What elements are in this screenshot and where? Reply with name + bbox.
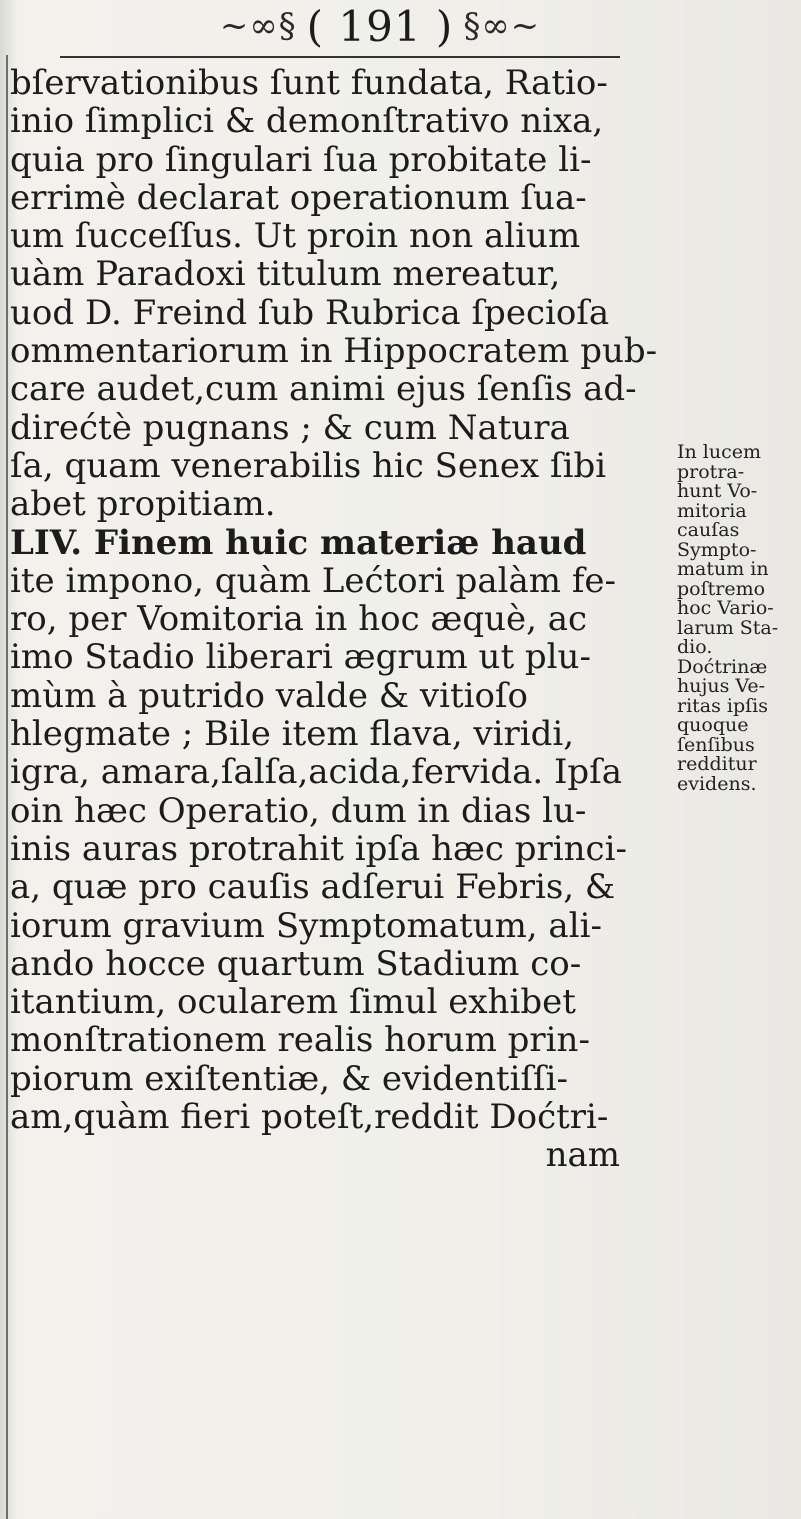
text-line: oin hæc Operatio, dum in dias lu- xyxy=(10,791,587,830)
text-line: monſtrationem realis horum prin- xyxy=(10,1021,590,1060)
text-line: um ſucceſſus. Ut proin non alium xyxy=(10,217,581,256)
text-line: hlegmate ; Bile item flava, viridi, xyxy=(10,715,575,754)
margin-note-line: hujus Ve- xyxy=(677,675,766,697)
text-line: ſa, quam venerabilis hic Senex ſibi xyxy=(10,446,607,486)
text-line: ro, per Vomitoria in hoc æquè, ac xyxy=(10,600,588,639)
margin-note-line: matum in xyxy=(677,558,769,580)
text-line: abet propitiam. xyxy=(10,485,276,524)
body-text xyxy=(10,64,700,1175)
text-line: inis auras protrahit ipſa hæc princi- xyxy=(10,829,627,869)
text-line: uàm Paradoxi titulum mereatur, xyxy=(10,255,561,294)
binding-gutter xyxy=(6,55,8,1519)
text-line: a, quæ pro cauſis adſerui Febris, & xyxy=(10,868,616,907)
ornament-left: ~∞§ xyxy=(219,6,297,46)
margin-note-line: ritas ipſis xyxy=(677,694,769,717)
text-line: uod D. Freind ſub Rubrica ſpecioſa xyxy=(10,293,610,333)
margin-note-line: larum Sta- xyxy=(677,616,779,639)
margin-note-line: ſenſibus xyxy=(677,733,755,756)
text-line: imo Stadio liberari ægrum ut plu- xyxy=(10,638,591,677)
text-line: itantium, ocularem ſimul exhibet xyxy=(10,983,576,1022)
text-line: mùm à putrido valde & vitioſo xyxy=(10,676,529,716)
text-line: ando hocce quartum Stadium co- xyxy=(10,944,582,984)
text-line: direćtè pugnans ; & cum Natura xyxy=(10,408,570,447)
margin-note-line: poſtremo xyxy=(677,577,766,600)
text-line: igra, amara,ſalſa,acida,fervida. Ipſa xyxy=(10,753,623,792)
margin-note-line: cauſas xyxy=(677,519,740,541)
section-heading-line: LIV. Finem huic materiæ haud xyxy=(10,523,587,562)
page-header xyxy=(60,0,700,52)
text-line: iorum gravium Symptomatum, ali- xyxy=(10,906,602,945)
margin-note-line: Sympto- xyxy=(677,538,757,561)
margin-note-line: hunt Vo- xyxy=(677,480,758,502)
text-line: errimè declarat operationum ſua- xyxy=(10,178,587,218)
text-line: ommentariorum in Hippocratem pub- xyxy=(10,332,658,371)
margin-note-line: evidens. xyxy=(677,772,757,795)
margin-note-line: dio. xyxy=(677,636,713,658)
text-line: quia pro ſingulari ſua probitate li- xyxy=(10,140,592,179)
margin-note-line: protra- xyxy=(677,460,745,483)
margin-note-line: quoque xyxy=(677,714,749,736)
text-line: bſervationibus ſunt fundata, Ratio- xyxy=(10,64,608,103)
ornament-right: §∞~ xyxy=(463,6,541,46)
catchword: nam xyxy=(545,1136,620,1175)
margin-note-line: redditur xyxy=(677,753,757,775)
header-rule xyxy=(60,56,620,58)
margin-note-line: hoc Vario- xyxy=(677,597,774,619)
page-number: ( 191 ) xyxy=(306,1,454,51)
text-line: ite impono, quàm Lećtori palàm fe- xyxy=(10,561,617,601)
margin-notes xyxy=(677,443,801,794)
text-line: care audet,cum animi ejus ſenſis ad- xyxy=(10,370,637,409)
text-line: inio ſimplici & demonſtrativo nixa, xyxy=(10,102,604,141)
text-line: am,quàm fieri poteſt,reddit Doćtri- xyxy=(10,1098,609,1137)
margin-note-line: Doćtrinæ xyxy=(677,655,768,678)
margin-note-line: In lucem xyxy=(677,441,761,463)
text-line: piorum exiſtentiæ, & evidentiſſi- xyxy=(10,1059,568,1099)
margin-note-line: mitoria xyxy=(677,499,747,522)
